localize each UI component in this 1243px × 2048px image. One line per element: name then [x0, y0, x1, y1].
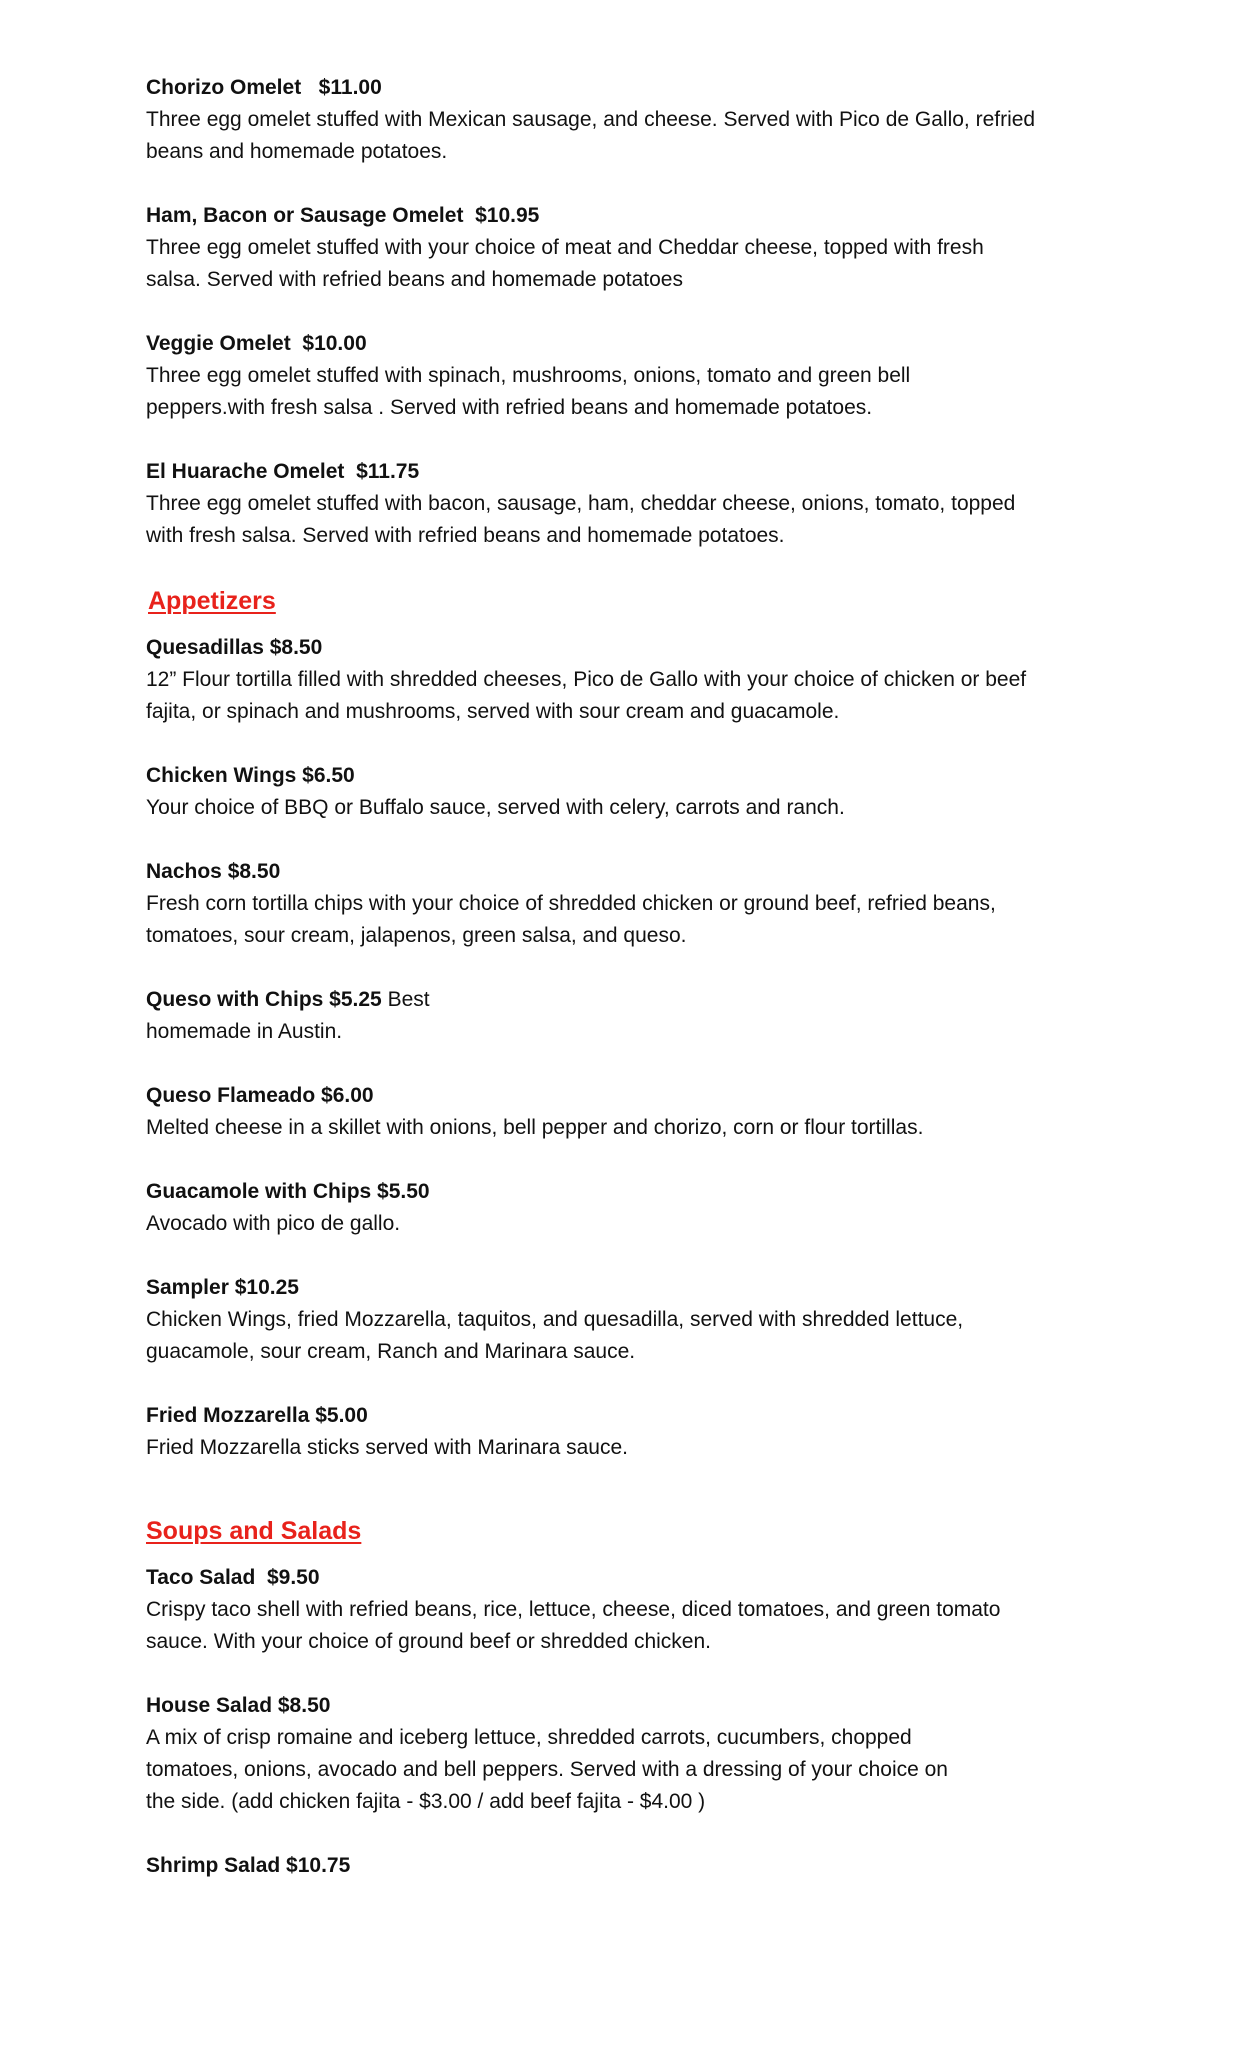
menu-item-veggie-omelet	[146, 328, 1126, 424]
item-name: Guacamole with Chips $5.50	[146, 1180, 430, 1203]
menu-item-chorizo-omelet	[146, 72, 1126, 168]
menu-item-guacamole-with-chips	[146, 1176, 1126, 1240]
menu-item-queso-flameado	[146, 1080, 1126, 1144]
item-description: Crispy taco shell with refried beans, rice, lettuce, cheese, diced tomatoes, and green tomato sauce. With your choice of ground beef or shredded chicken.	[146, 1598, 1001, 1653]
menu-item-quesadillas	[146, 632, 1126, 728]
item-name: Veggie Omelet $10.00	[146, 332, 367, 355]
item-description: Avocado with pico de gallo.	[146, 1212, 401, 1235]
item-name: Taco Salad $9.50	[146, 1566, 320, 1589]
section-heading-soups-and-salads: Soups and Salads	[146, 1517, 362, 1545]
item-name: Fried Mozzarella $5.00	[146, 1404, 368, 1427]
item-description: Three egg omelet stuffed with bacon, sausage, ham, cheddar cheese, onions, tomato, topped with fresh salsa. Served with refried beans and homemade potatoes.	[146, 492, 1016, 547]
item-description: Three egg omelet stuffed with spinach, mushrooms, onions, tomato and green bell peppers.with fresh salsa . Served with refried beans and homemade potatoes.	[146, 364, 911, 419]
item-name-row	[146, 984, 1126, 1016]
item-name: Ham, Bacon or Sausage Omelet $10.95	[146, 204, 540, 227]
item-description: homemade in Austin.	[146, 1020, 343, 1043]
item-description: Melted cheese in a skillet with onions, bell pepper and chorizo, corn or flour tortillas.	[146, 1116, 924, 1139]
menu-item-taco-salad	[146, 1562, 1126, 1658]
menu-item-chicken-wings	[146, 760, 1126, 824]
item-description: Chicken Wings, fried Mozzarella, taquitos, and quesadilla, served with shredded lettuce, guacamole, sour cream, Ranch and Marinara sauce.	[146, 1308, 964, 1363]
item-name: Queso Flameado $6.00	[146, 1084, 374, 1107]
menu-item-fried-mozzarella	[146, 1400, 1126, 1464]
menu-item-sampler	[146, 1272, 1126, 1368]
menu-item-shrimp-salad	[146, 1850, 1126, 1882]
item-name: Nachos $8.50	[146, 860, 281, 883]
item-description: Fried Mozzarella sticks served with Marinara sauce.	[146, 1436, 628, 1459]
section-heading-appetizers: Appetizers	[148, 587, 276, 615]
menu-item-queso-with-chips	[146, 984, 1126, 1048]
item-description: A mix of crisp romaine and iceberg lettuce, shredded carrots, cucumbers, chopped tomatoes, onions, avocado and bell peppers. Served with a dressing of your choice on the side. (add chicken fajita - $3.00 / add beef fajita - $4.00 )	[146, 1726, 948, 1813]
menu-item-el-huarache-omelet	[146, 456, 1126, 552]
item-name: El Huarache Omelet $11.75	[146, 460, 420, 483]
item-description: Fresh corn tortilla chips with your choice of shredded chicken or ground beef, refried beans, tomatoes, sour cream, jalapenos, green salsa, and queso.	[146, 892, 996, 947]
item-name: Quesadillas $8.50	[146, 636, 323, 659]
menu-page	[146, 72, 1126, 1914]
item-description: 12” Flour tortilla filled with shredded cheeses, Pico de Gallo with your choice of chicken or beef fajita, or spinach and mushrooms, served with sour cream and guacamole.	[146, 668, 1027, 723]
item-name: Chorizo Omelet $11.00	[146, 76, 382, 99]
item-description: Three egg omelet stuffed with your choice of meat and Cheddar cheese, topped with fresh salsa. Served with refried beans and homemade potatoes	[146, 236, 984, 291]
item-name: Sampler $10.25	[146, 1276, 299, 1299]
item-name: Queso with Chips $5.25	[146, 988, 382, 1011]
item-description: Your choice of BBQ or Buffalo sauce, served with celery, carrots and ranch.	[146, 796, 845, 819]
item-description-inline: Best	[387, 988, 430, 1011]
item-name: Shrimp Salad $10.75	[146, 1854, 351, 1877]
menu-item-house-salad	[146, 1690, 1126, 1818]
item-description: Three egg omelet stuffed with Mexican sausage, and cheese. Served with Pico de Gallo, refried beans and homemade potatoes.	[146, 108, 1036, 163]
item-name: House Salad $8.50	[146, 1694, 331, 1717]
menu-item-nachos	[146, 856, 1126, 952]
menu-item-ham-bacon-sausage-omelet	[146, 200, 1126, 296]
item-name: Chicken Wings $6.50	[146, 764, 355, 787]
